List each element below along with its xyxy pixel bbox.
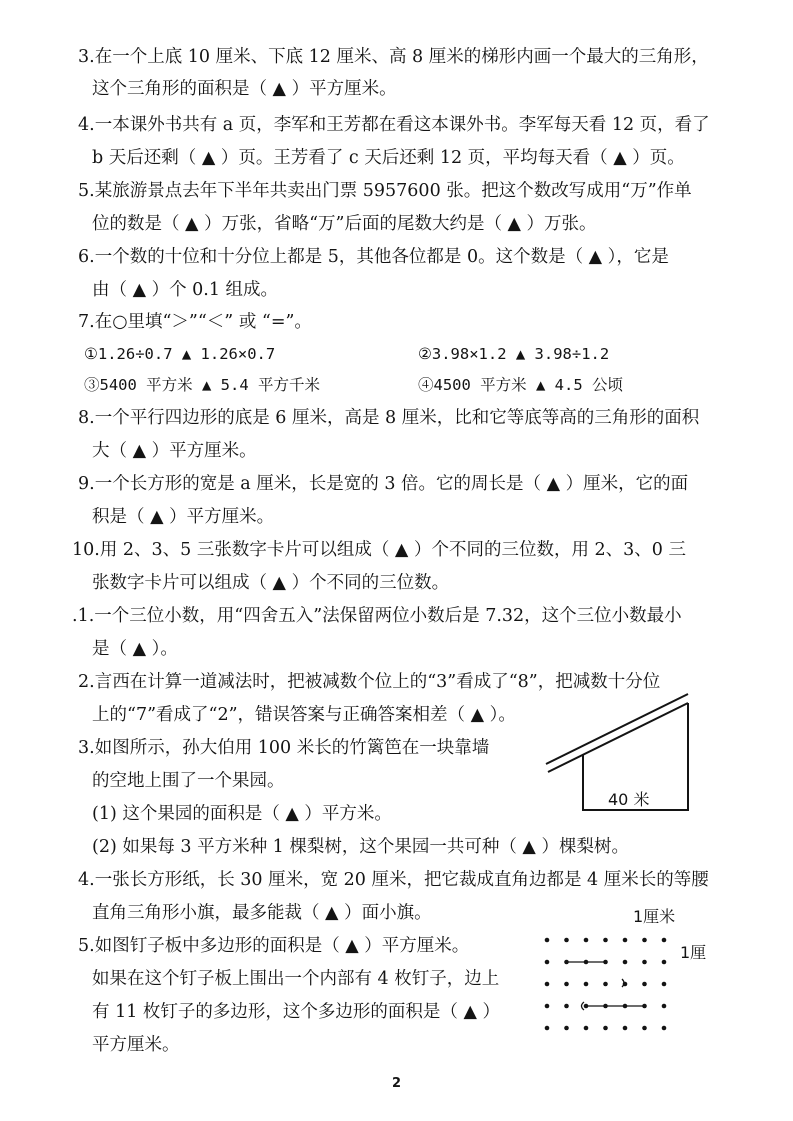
q4-line-2: b 天后还剩（ ▲ ）页。王芳看了 c 天后还剩 12 页，平均每天看（ ▲ ）页。	[92, 148, 685, 168]
q4-line-1: 4.一本课外书共有 a 页，李军和王芳都在看这本课外书。李军每天看 12 页，看了	[78, 115, 710, 135]
q11-line-2: 是（ ▲ ）。	[92, 639, 178, 659]
q8-line-1: 8.一个平行四边形的底是 6 厘米，高是 8 厘米，比和它等底等高的三角形的面积	[78, 408, 700, 428]
peg-dot	[584, 982, 589, 987]
peg-dot	[662, 960, 667, 965]
q11-line-1: .1.一个三位小数，用“四舍五入”法保留两位小数后是 7.32，这个三位小数最小	[72, 606, 682, 626]
polygon-curve-left	[582, 1002, 585, 1010]
q12-line-1: 2.言西在计算一道减法时，把被减数个位上的“3”看成了“8”，把减数十分位	[78, 672, 661, 692]
q7-item-b: ②3.98×1.2 ▲ 3.98÷1.2	[418, 345, 610, 363]
peg-dot	[623, 1026, 628, 1031]
q13-line-1: 3.如图所示，孙大伯用 100 米长的竹篱笆在一块靠墙	[78, 738, 490, 758]
peg-dot	[603, 982, 608, 987]
q15-line-4: 平方厘米。	[92, 1035, 180, 1055]
peg-dot	[545, 938, 550, 943]
q8-line-2: 大（ ▲ ）平方厘米。	[92, 441, 257, 461]
q7-line-1: 7.在○里填“＞”“＜” 或 “=”。	[78, 312, 312, 332]
peg-dot	[642, 982, 647, 987]
wall-line-outer	[546, 694, 688, 764]
q12-line-2: 上的“7”看成了“2”，错误答案与正确答案相差（ ▲ ）。	[92, 705, 516, 725]
orchard-dimension-label: 40 米	[608, 790, 650, 809]
q7-item-d: ④4500 平方米 ▲ 4.5 公顷	[418, 376, 623, 394]
peg-dot	[662, 938, 667, 943]
q10-line-2: 张数字卡片可以组成（ ▲ ）个不同的三位数。	[92, 573, 450, 593]
peg-dot	[564, 938, 569, 943]
peg-dot	[603, 938, 608, 943]
peg-dot	[662, 1026, 667, 1031]
q5-line-2: 位的数是（ ▲ ）万张，省略“万”后面的尾数大约是（ ▲ ）万张。	[92, 214, 597, 234]
q15-line-1: 5.如图钉子板中多边形的面积是（ ▲ ）平方厘米。	[78, 936, 470, 956]
q13-line-2: 的空地上围了一个果园。	[92, 771, 285, 791]
q7-item-c: ③5400 平方米 ▲ 5.4 平方千米	[84, 376, 320, 394]
peg-dot	[623, 960, 628, 965]
q15-line-2: 如果在这个钉子板上围出一个内部有 4 枚钉子，边上	[92, 969, 500, 989]
q3-line-2: 这个三角形的面积是（ ▲ ）平方厘米。	[92, 79, 397, 99]
pegboard-grid	[545, 938, 667, 1031]
peg-dot	[642, 960, 647, 965]
q9-line-1: 9.一个长方形的宽是 a 厘米，长是宽的 3 倍。它的周长是（ ▲ ）厘米，它的面	[78, 474, 689, 494]
q10-line-1: 10.用 2、3、5 三张数字卡片可以组成（ ▲ ）个不同的三位数，用 2、3、0 三	[72, 540, 686, 560]
peg-dot	[545, 982, 550, 987]
q13-line-3: (1) 这个果园的面积是（ ▲ ）平方米。	[92, 804, 392, 824]
peg-dot	[545, 1004, 550, 1009]
peg-dot	[545, 960, 550, 965]
peg-dot	[584, 1026, 589, 1031]
peg-dot	[584, 1004, 589, 1009]
peg-dot	[662, 1004, 667, 1009]
q6-line-1: 6.一个数的十位和十分位上都是 5，其他各位都是 0。这个数是（ ▲ ），它是	[78, 247, 669, 267]
q5-line-1: 5.某旅游景点去年下半年共卖出门票 5957600 张。把这个数改写成用“万”作单	[78, 181, 692, 201]
q6-line-2: 由（ ▲ ）个 0.1 组成。	[92, 280, 279, 300]
peg-dot	[564, 982, 569, 987]
peg-dot	[642, 1026, 647, 1031]
peg-dot	[642, 938, 647, 943]
peg-dot	[603, 1026, 608, 1031]
peg-dot	[564, 1026, 569, 1031]
pegboard-side-label: 1厘	[680, 943, 707, 962]
q3-line-1: 3.在一个上底 10 厘米、下底 12 厘米、高 8 厘米的梯形内画一个最大的三角形，	[78, 47, 709, 67]
pegboard-top-label: 1厘米	[633, 907, 676, 926]
page-number: 2	[392, 1076, 402, 1091]
q13-line-4: (2) 如果每 3 平方米种 1 棵梨树，这个果园一共可种（ ▲ ）棵梨树。	[92, 837, 629, 857]
q7-item-a: ①1.26÷0.7 ▲ 1.26×0.7	[84, 345, 276, 363]
wall-line-inner	[548, 703, 688, 772]
peg-dot	[564, 1004, 569, 1009]
q9-line-2: 积是（ ▲ ）平方厘米。	[92, 507, 275, 527]
q14-line-2: 直角三角形小旗，最多能裁（ ▲ ）面小旗。	[92, 903, 432, 923]
peg-dot	[623, 938, 628, 943]
q15-line-3: 有 11 枚钉子的多边形，这个多边形的面积是（ ▲ ）	[92, 1002, 500, 1022]
peg-dot	[662, 982, 667, 987]
peg-dot	[545, 1026, 550, 1031]
peg-dot	[584, 938, 589, 943]
q14-line-1: 4.一张长方形纸，长 30 厘米，宽 20 厘米，把它裁成直角边都是 4 厘米长的等腰	[78, 870, 709, 890]
